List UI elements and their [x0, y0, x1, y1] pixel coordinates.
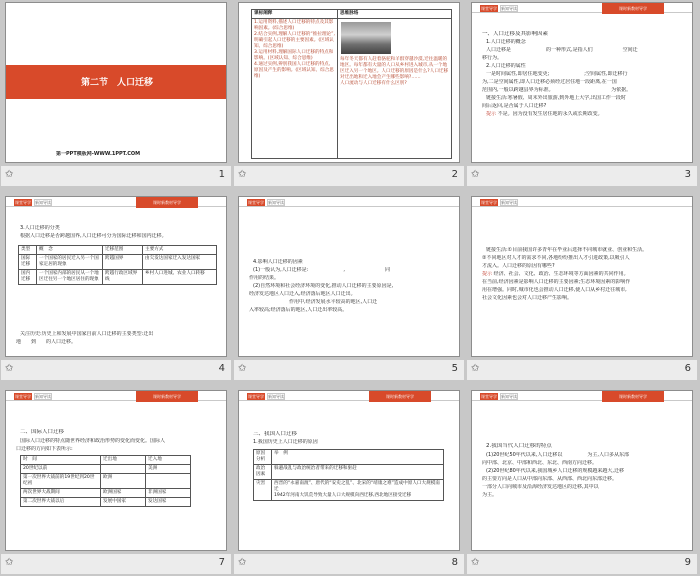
table-cell: 非洲国家 [146, 488, 191, 497]
star-icon[interactable]: ✩ [5, 363, 14, 374]
text-line: 1.我国历史上人口迁移的原因 [253, 439, 318, 445]
tag-classroom: 课堂导学 [481, 6, 497, 11]
slide-top-bar [239, 197, 459, 207]
table-cell: 美洲 [146, 464, 191, 473]
slide-thumbnail[interactable] [5, 2, 227, 163]
historical-migration-table [253, 449, 444, 501]
slide-slot-2[interactable] [234, 0, 464, 188]
text-line: 的主要方向是人口从中部向东部、从西部、西北向东部迁移。 [482, 476, 618, 482]
slide-slot-7[interactable] [1, 388, 231, 576]
text-line: 链接生活:①目前我国许多青年在毕业后选择不同城市就业、创业和生活。 [486, 247, 648, 253]
text-line: 链接生活:寒暑假、周末外出旅游,到外地上大学,出国工作一段时 [486, 95, 626, 101]
text-line: (1)一般认为,人口迁移是: , 同 [253, 267, 390, 273]
hint-line [486, 111, 603, 118]
table-cell: 跨越国界 [103, 254, 143, 269]
slot-footer [467, 360, 697, 380]
slide-thumbnail[interactable] [471, 196, 693, 357]
star-icon[interactable]: ✩ [238, 169, 247, 180]
table-row [254, 464, 444, 479]
slide-title: 第二节 人口迁移 [80, 78, 153, 88]
table-header-cell: 迁移范围 [103, 246, 143, 255]
mindmap-text: 每年冬天都有人赶着骆驼和羊群穿越沙漠,迁往温暖的地区。每年都有大量的人口从乡村进入城市,从一个地区迁入另一个地区。人口迁移的原因是什么?人口迁移对迁出地和迁入地会产生哪些影响?…… 人口流动与人口迁移有什么区别? [340, 57, 449, 86]
table-header-cell: 类型 [19, 246, 37, 255]
slide-slot-4[interactable] [1, 194, 231, 382]
text-line: 范围内,一般以跨越县界为标准。 为依据。 [482, 87, 632, 93]
table-cell: 发达国家 [146, 497, 191, 506]
table-header-cell: 课标阐释 [252, 10, 338, 19]
table-header-cell: 时 间 [21, 456, 101, 465]
slide-number: 5 [451, 363, 458, 374]
star-icon[interactable]: ✩ [5, 169, 14, 180]
slide-top-bar [239, 391, 459, 401]
hint-text: 经济、社会、文化、政治、生态环境等方面因素的共同作用。 [493, 271, 629, 277]
text-line: 根据人口迁移是否跨越国界,人口迁移可分为国际迁移和国内迁移。 [20, 233, 167, 239]
table-row [21, 464, 191, 473]
table-cell: 国内迁移 [19, 269, 37, 284]
table-cell: 发展中国家 [101, 497, 146, 506]
slot-footer [234, 166, 464, 186]
mindmap-cell [338, 19, 452, 159]
table-cell [101, 464, 146, 473]
text-line: 2.人口迁移的属性 [486, 63, 526, 69]
tag-classroom: 课堂导学 [481, 394, 497, 399]
slot-footer [1, 166, 231, 186]
slide-slot-5[interactable] [234, 194, 464, 382]
banner: 课时新教材导学 [136, 391, 198, 402]
slot-footer [467, 554, 697, 574]
slide-number: 6 [684, 363, 691, 374]
heading: 二、国际人口迁移 [20, 429, 65, 435]
tag-classroom: 课堂导学 [248, 200, 264, 205]
slot-footer [234, 554, 464, 574]
tag-classroom: 课堂导学 [481, 200, 497, 205]
objectives-table [251, 9, 452, 159]
text-line: 社会文化因素也会对人口迁移产生影响。 [482, 295, 573, 301]
tag-new-knowledge: 新知导读 [268, 200, 284, 205]
slide-thumbnail[interactable] [5, 196, 227, 357]
slide-number: 3 [684, 169, 691, 180]
text-line: 4.影响人口迁移的因素 [253, 259, 303, 265]
text-line: 国际人口迁移的特点随世界经济和政治形势的变化而变化。国际人 [20, 438, 166, 444]
hint-label: 提示 [486, 111, 497, 117]
table-cell: 跨越行政区域界线 [103, 269, 143, 284]
table-header-cell: 举 例 [272, 450, 444, 465]
slide-thumbnail[interactable] [471, 390, 693, 551]
text-line: (1)20世纪50年代以来,人口迁移以 为主,人口多从东部 [486, 452, 629, 458]
text-line: 关注历史:历史上和发展中国家自前人口迁移的主要类型:迁出 [20, 331, 154, 337]
hint-line [482, 271, 629, 278]
text-line: 在当前,经济因素是影响人口迁移的主要因素;生态环境因素的影响作 [482, 279, 631, 285]
text-line: 移行为。 [482, 55, 503, 61]
text-line: 为主。 [482, 492, 498, 498]
migration-type-table [18, 245, 217, 285]
table-cell [146, 473, 191, 488]
slide-slot-6[interactable] [467, 194, 697, 382]
slide-top-bar [6, 197, 226, 207]
table-row [21, 473, 191, 488]
slide-number: 4 [218, 363, 225, 374]
banner: 课时新教材导学 [602, 3, 664, 14]
slide-number: 9 [684, 557, 691, 568]
slot-footer [467, 166, 697, 186]
star-icon[interactable]: ✩ [238, 557, 247, 568]
table-cell: 躲避战乱与政治统治者带来的迁移和驱赶 [272, 464, 444, 479]
star-icon[interactable]: ✩ [471, 363, 480, 374]
tag-classroom: 课堂导学 [15, 200, 31, 205]
text-line: (2)自然环境和社会经济环境的变化,推动人口迁移的主要原因是, [253, 283, 394, 289]
table-cell: 欧洲 [101, 473, 146, 488]
star-icon[interactable]: ✩ [471, 557, 480, 568]
tag-new-knowledge: 新知导读 [501, 394, 517, 399]
table-header-cell: 主要方式 [143, 246, 217, 255]
text-line: 口迁移的方向如下表所示: [16, 446, 73, 452]
table-cell: 由欠发达国家迁入发达国家 [143, 254, 217, 269]
slide-top-bar [472, 391, 692, 401]
text-line: 用在增强。同时,城市化也会推动人口迁移,使人口从乡村迁往城市, [482, 287, 627, 293]
text-line: 地 到 的人口迁移。 [16, 339, 77, 345]
slide-thumbnail[interactable] [238, 2, 460, 163]
slot-footer [1, 554, 231, 574]
text-line: ②不同地区对人才的需求不同,各地纷纷推出人才引进政策,以吸引人 [482, 255, 630, 261]
text-line: (2)20世纪80年代以来,我国城乡人口迁移的规模越来越大,迁移 [486, 468, 624, 474]
text-line: 为,二是空间属性,即人口迁移必须经过居住地一段距离,在一国 [482, 79, 617, 85]
slide-thumbnail[interactable] [5, 390, 227, 551]
heading: 一、人口迁移及其影响因素 [482, 31, 549, 37]
table-cell: 国际迁移 [19, 254, 37, 269]
slide-thumbnail[interactable] [238, 196, 460, 357]
slide-footer-text: 第一PPT模板网-WWW.1PPT.COM [56, 151, 141, 157]
banner: 课时新教材导学 [369, 391, 431, 402]
table-row [21, 488, 191, 497]
text-line: 一是时间属性,即居住地变更; ;空间属性,即迁移行 [486, 71, 628, 77]
standard-text: 1.运用资料,描述人口迁移的特点及其影响因素。(综合思维) 2.结合实例,理解人口迁移的“推拉理论”,明确引起人口迁移的主要因素。(区域认知、综合思维) 3.运用材料,理解国际人口迁移的特点和影响。(区域认知、综合思维) 4.通过实例,辨别我国人口迁移的特点、原因及产生的影响。(区域认知、综合思维) [252, 19, 338, 159]
tag-new-knowledge: 新知导读 [501, 200, 517, 205]
text-line: 作用中,经济发展水平较高的地区,人口迁 [249, 299, 378, 305]
slide-number: 1 [218, 169, 225, 180]
slide-thumbnail[interactable] [238, 390, 460, 551]
table-cell: 两次世界大战期间 [21, 488, 101, 497]
tag-new-knowledge: 新知导读 [35, 200, 51, 205]
star-icon[interactable]: ✩ [471, 169, 480, 180]
table-cell: 西晋的“永嘉南渡”、唐代的“安史之乱”、北宋的“靖康之难”造成中原人口大规模南迁 1942年河南大饥荒导致大量人口大规模向西迁移,西北地区接受迁移 [272, 479, 444, 500]
slide-slot-9[interactable] [467, 388, 697, 576]
text-line: 人口迁移是 的一种形式,是指人们 空间迁 [486, 47, 638, 53]
table-header-cell: 迁入地 [146, 456, 191, 465]
table-cell: 政治因素 [254, 464, 272, 479]
text-line: 1.人口迁移的概念 [486, 39, 526, 45]
table-header-cell: 迁出地 [101, 456, 146, 465]
tag-new-knowledge: 新知导读 [501, 6, 517, 11]
table-cell: 灾害 [254, 479, 272, 500]
table-cell: 20世纪以前 [21, 464, 101, 473]
table-cell: 乡村人口进城、农业人口转移 [143, 269, 217, 284]
table-cell: 一个国家内部的居民从一个地区迁往另一个地区居住的现象 [37, 269, 103, 284]
text-line: 才流入。人口迁移的原因有哪些? [482, 263, 555, 269]
slide-slot-1[interactable] [1, 0, 231, 188]
banner: 课时新教材导学 [136, 197, 198, 208]
text-line: 入率较高;经济落后的地区,人口迁出率较高。 [249, 307, 348, 313]
text-line: 向中部、北京、中部和西北、东北、西南方向迁移。 [482, 460, 598, 466]
table-row [19, 269, 217, 284]
text-line: 一部分人口向城市及沿海经济发达地区的迁移,其中以 [482, 484, 599, 490]
table-row [19, 254, 217, 269]
star-icon[interactable]: ✩ [238, 363, 247, 374]
hint-text: 不是。因为没有发生居住地的永久或长期改变。 [497, 111, 603, 117]
text-line: 间后返回,是否属于人口迁移? [482, 103, 547, 109]
tag-classroom: 课堂导学 [248, 394, 264, 399]
table-cell: 第一次世界大战前的19世纪到20世纪初 [21, 473, 101, 488]
tag-new-knowledge: 新知导读 [268, 394, 284, 399]
text-line: 2.我国当代人口迁移的特点 [486, 443, 552, 449]
text-line: 作用的结果。 [249, 275, 280, 281]
table-row [21, 497, 191, 506]
table-cell: 一个国家的居民迁入另一个国家定居的现象 [37, 254, 103, 269]
slide-top-bar [472, 197, 692, 207]
slot-footer [1, 360, 231, 380]
heading: 三、我国人口迁移 [253, 431, 298, 437]
slide-slot-8[interactable] [234, 388, 464, 576]
slide-number: 8 [451, 557, 458, 568]
table-row [254, 479, 444, 500]
table-header-cell: 原因分析 [254, 450, 272, 465]
star-icon[interactable]: ✩ [5, 557, 14, 568]
slide-top-bar [472, 3, 692, 13]
text-line: 3.人口迁移的分类 [20, 225, 60, 231]
slide-number: 7 [218, 557, 225, 568]
desert-photo [341, 22, 391, 54]
tag-classroom: 课堂导学 [15, 394, 31, 399]
table-cell: 欧洲国家 [101, 488, 146, 497]
table-cell: 第二次世界大战以后 [21, 497, 101, 506]
slide-top-bar [6, 391, 226, 401]
table-header-cell: 思维脉络 [338, 10, 452, 19]
international-migration-table [20, 455, 191, 507]
tag-new-knowledge: 新知导读 [35, 394, 51, 399]
slide-thumbnail[interactable] [471, 2, 693, 163]
slot-footer [234, 360, 464, 380]
slide-number: 2 [451, 169, 458, 180]
slide-slot-3[interactable] [467, 0, 697, 188]
text-line: 经济发达地区人口迁入,经济落后地区人口迁出。 [249, 291, 356, 297]
banner: 课时新教材导学 [602, 391, 664, 402]
table-header-cell: 概 念 [37, 246, 103, 255]
hint-label: 提示 [482, 271, 493, 277]
